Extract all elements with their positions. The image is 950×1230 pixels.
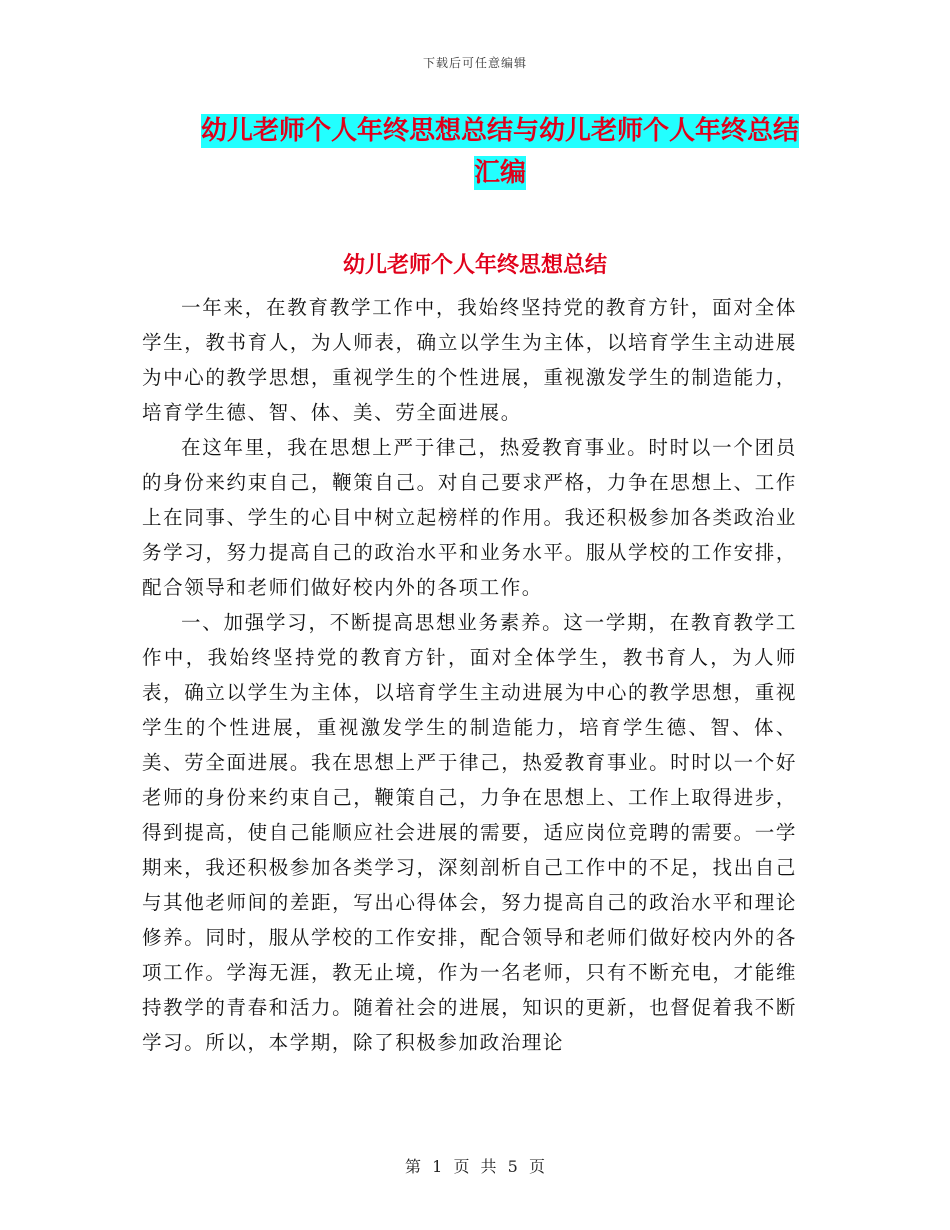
footer-page-number: 1 xyxy=(432,1157,443,1176)
paragraph: 一、加强学习，不断提高思想业务素养。这一学期，在教育教学工作中，我始终坚持党的教育方针，面对全体学生，教书育人，为人师表，确立以学生为主体，以培育学生主动进展为中心的教学思想，重视学生的个性进展，重视激发学生的制造能力，培育学生德、智、体、美、劳全面进展。我在思想上严于律己，热爱教育事业。时时以一个好老师的身份来约束自己，鞭策自己，力争在思想上、工作上取得进步，得到提高，使自己能顺应社会进展的需要，适应岗位竞聘的需要。一学期来，我还积极参加各类学习，深刻剖析自己工作中的不足，找出自己与其他老师间的差距，写出心得体会，努力提高自己的政治水平和理论修养。同时，服从学校的工作安排，配合领导和老师们做好校内外的各项工作。学海无涯，教无止境，作为一名老师，只有不断充电，才能维持教学的青春和活力。随着社会的进展，知识的更新，也督促着我不断学习。所以，本学期，除了积极参加政治理论 xyxy=(142,611,797,1054)
section-title: 幼儿老师个人年终思想总结 xyxy=(342,252,607,278)
footer-prefix: 第 xyxy=(405,1157,422,1176)
paragraph: 一年来，在教育教学工作中，我始终坚持党的教育方针，面对全体学生，教书育人，为人师表，确立以学生为主体，以培育学生主动进展为中心的教学思想，重视学生的个性进展，重视激发学生的制造能力，培育学生德、智、体、美、劳全面进展。 xyxy=(142,296,797,424)
footer-page-unit: 页 xyxy=(453,1157,470,1176)
footer-total-unit: 页 xyxy=(528,1157,545,1176)
footer-total-prefix: 共 xyxy=(480,1157,497,1176)
document-title-line2: 汇编 xyxy=(473,158,526,188)
paragraph: 在这年里，我在思想上严于律己，热爱教育事业。时时以一个团员的身份来约束自己，鞭策自己。对自己要求严格，力争在思想上、工作上在同事、学生的心目中树立起榜样的作用。我还积极参加各类政治业务学习，努力提高自己的政治水平和业务水平。服从学校的工作安排，配合领导和老师们做好校内外的各项工作。 xyxy=(142,436,797,599)
page-footer xyxy=(0,1154,950,1177)
header-note: 下载后可任意编辑 xyxy=(422,56,527,70)
document-title xyxy=(150,110,850,194)
document-body xyxy=(142,290,797,1060)
footer-total-pages: 5 xyxy=(507,1157,518,1176)
document-title-line1: 幼儿老师个人年终思想总结与幼儿老师个人年终总结 xyxy=(200,116,799,146)
